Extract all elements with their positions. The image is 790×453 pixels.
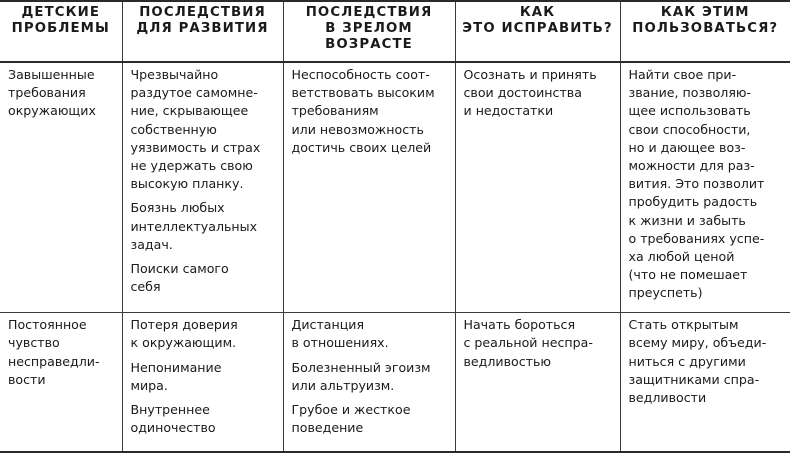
cell-paragraph: Боязнь любых интеллектуальных задач. [130, 200, 258, 252]
cell-development [122, 313, 283, 452]
header-development-consequences [122, 1, 283, 62]
cell-problem [0, 313, 122, 452]
cell-paragraph: Потеря доверия к окружающим. [130, 317, 238, 351]
cell-paragraph: Стать открытым всему миру, объеди- ниться с другими защитниками спра- ведливости [628, 317, 767, 405]
cell-paragraph: Внутреннее одиночество [130, 401, 216, 436]
header-childhood-problems [0, 1, 122, 62]
header-how-to-use [620, 1, 790, 62]
cell-paragraph: Болезненный эгоизм или альтруизм. [291, 359, 431, 393]
cell-paragraph: Грубое и жесткое поведение [291, 401, 411, 436]
header-how-to-fix [455, 1, 620, 62]
cell-paragraph: Чрезвычайно раздутое самомне- ние, скрывающее собственную уязвимость и страх не удержать свою высокую планку. [130, 67, 261, 192]
cell-paragraph: Начать бороться с реальной неспра- ведливостью [463, 317, 593, 369]
cell-paragraph: Непонимание мира. [130, 359, 222, 393]
table-row [0, 313, 790, 452]
cell-paragraph: Найти свое при- звание, позволяю- щее использовать свои способности, но и дающее воз- можности для раз- вития. Это позволит пробудить радость к жизни и забыть о требованиях успе- ха любой ценой (что не помешает преуспеть) [628, 67, 765, 301]
cell-fix [455, 313, 620, 452]
cell-text: Постоянное чувство несправедли- вости [8, 317, 100, 387]
cell-adulthood [283, 313, 455, 452]
header-label: ДЕТСКИЕ ПРОБЛЕМЫ [11, 5, 110, 36]
cell-paragraph: Осознать и принять свои достоинства и недостатки [463, 67, 597, 119]
header-adulthood-consequences [283, 1, 455, 62]
cell-use [620, 62, 790, 313]
cell-text: Завышенные требования окружающих [8, 67, 96, 119]
header-label: КАК ЭТИМ ПОЛЬЗОВАТЬСЯ? [632, 5, 779, 36]
cell-problem [0, 62, 122, 313]
cell-use [620, 313, 790, 452]
table-row [0, 62, 790, 313]
header-label: КАК ЭТО ИСПРАВИТЬ? [462, 5, 613, 36]
cell-adulthood [283, 62, 455, 313]
header-label: ПОСЛЕДСТВИЯ В ЗРЕЛОМ ВОЗРАСТЕ [305, 5, 433, 52]
header-row [0, 1, 790, 62]
cell-fix [455, 62, 620, 313]
cell-paragraph: Неспособность соот- ветствовать высоким требованиям или невозможность достичь своих целей [291, 67, 435, 155]
cell-paragraph: Дистанция в отношениях. [291, 317, 389, 351]
cell-development [122, 62, 283, 313]
header-label: ПОСЛЕДСТВИЯ ДЛЯ РАЗВИТИЯ [136, 5, 269, 36]
cell-paragraph: Поиски самого себя [130, 261, 229, 295]
